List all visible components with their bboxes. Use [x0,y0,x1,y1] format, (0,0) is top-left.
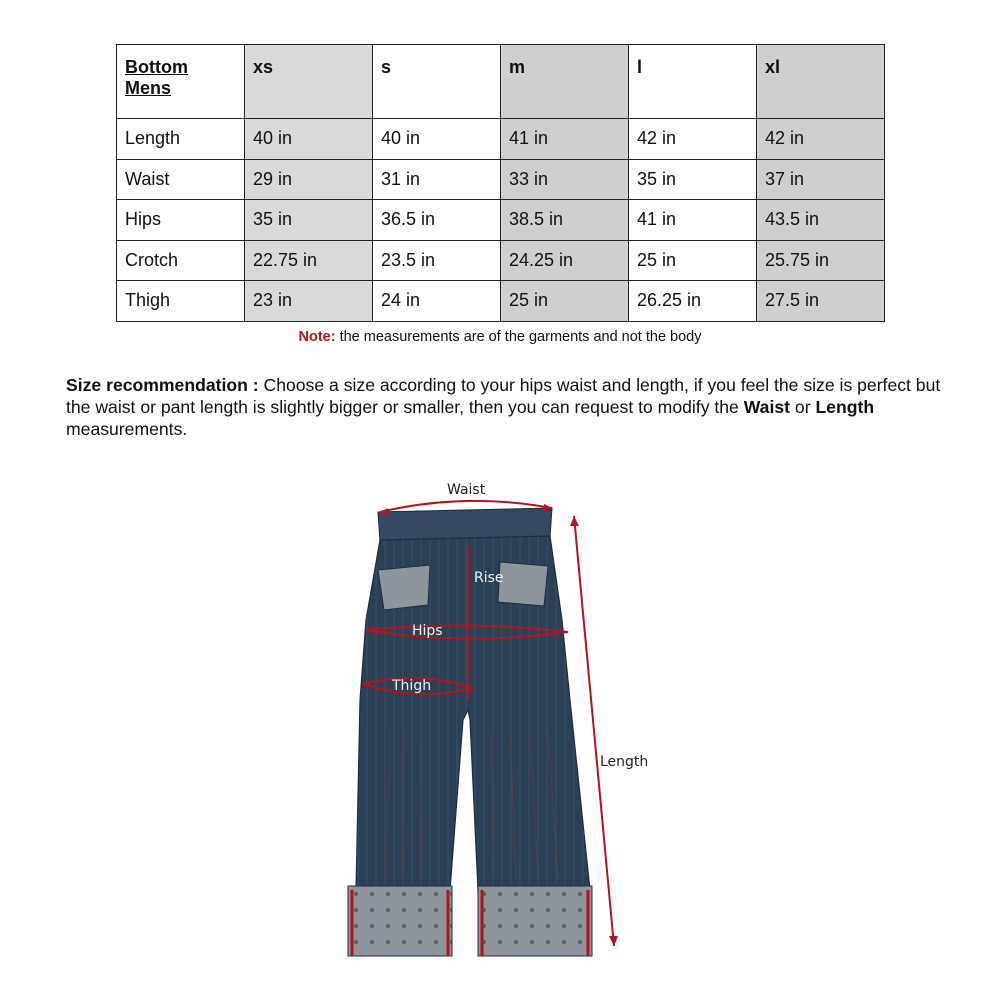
table-cell: 37 in [757,159,885,200]
note-key: Note: [298,329,336,345]
table-cell: 35 in [629,159,757,200]
table-header-row [117,45,885,119]
jeans-measurement-diagram [300,470,700,970]
table-cell: 25 in [629,240,757,281]
table-cell: 33 in [501,159,629,200]
table-cell: 23 in [245,281,373,322]
table-cell: 31 in [373,159,501,200]
rise-label: Rise [474,570,504,586]
thigh-label: Thigh [392,678,432,694]
table-row-waist [117,159,885,200]
hips-label: Hips [412,623,443,639]
table-cell: 40 in [373,119,501,160]
size-header-l: l [629,45,757,119]
header-label-cell [117,45,245,119]
table-cell: 42 in [757,119,885,160]
row-label: Thigh [117,281,245,322]
table-cell: 25 in [501,281,629,322]
table-cell: 35 in [245,200,373,241]
header-label-line-1: Bottom [125,57,188,77]
table-row-hips [117,200,885,241]
note-text: the measurements are of the garments and not the body [335,329,702,345]
recommendation-text-3: measurements. [66,419,188,439]
table-cell: 41 in [629,200,757,241]
table-cell: 24.25 in [501,240,629,281]
recommendation-label: Size recommendation : [66,375,259,395]
table-cell: 24 in [373,281,501,322]
table-row-length [117,119,885,160]
size-header-xs: xs [245,45,373,119]
size-recommendation [66,374,946,440]
row-label: Waist [117,159,245,200]
waist-label: Waist [447,482,486,498]
row-label: Length [117,119,245,160]
table-cell: 42 in [629,119,757,160]
table-cell: 36.5 in [373,200,501,241]
table-cell: 43.5 in [757,200,885,241]
table-cell: 25.75 in [757,240,885,281]
row-label: Crotch [117,240,245,281]
length-label: Length [600,754,649,770]
recommendation-bold-length: Length [815,397,875,417]
table-cell: 40 in [245,119,373,160]
recommendation-text-2: or [790,397,816,417]
recommendation-bold-waist: Waist [743,397,791,417]
row-label: Hips [117,200,245,241]
table-cell: 41 in [501,119,629,160]
size-header-m: m [501,45,629,119]
table-cell: 23.5 in [373,240,501,281]
table-cell: 22.75 in [245,240,373,281]
header-label-line-2: Mens [125,78,172,98]
size-header-s: s [373,45,501,119]
measurement-note [0,329,1000,345]
size-header-xl: xl [757,45,885,119]
table-cell: 38.5 in [501,200,629,241]
table-cell: 26.25 in [629,281,757,322]
table-row-thigh [117,281,885,322]
table-cell: 27.5 in [757,281,885,322]
table-row-crotch [117,240,885,281]
size-chart-table [116,44,885,322]
jeans-illustration [300,470,700,970]
recommendation-text-1: Choose a size according to your hips waist and length, if you feel the size is perfect but the waist or pant length is slightly bigger or smaller, then you can request to modify the [66,375,941,417]
table-cell: 29 in [245,159,373,200]
